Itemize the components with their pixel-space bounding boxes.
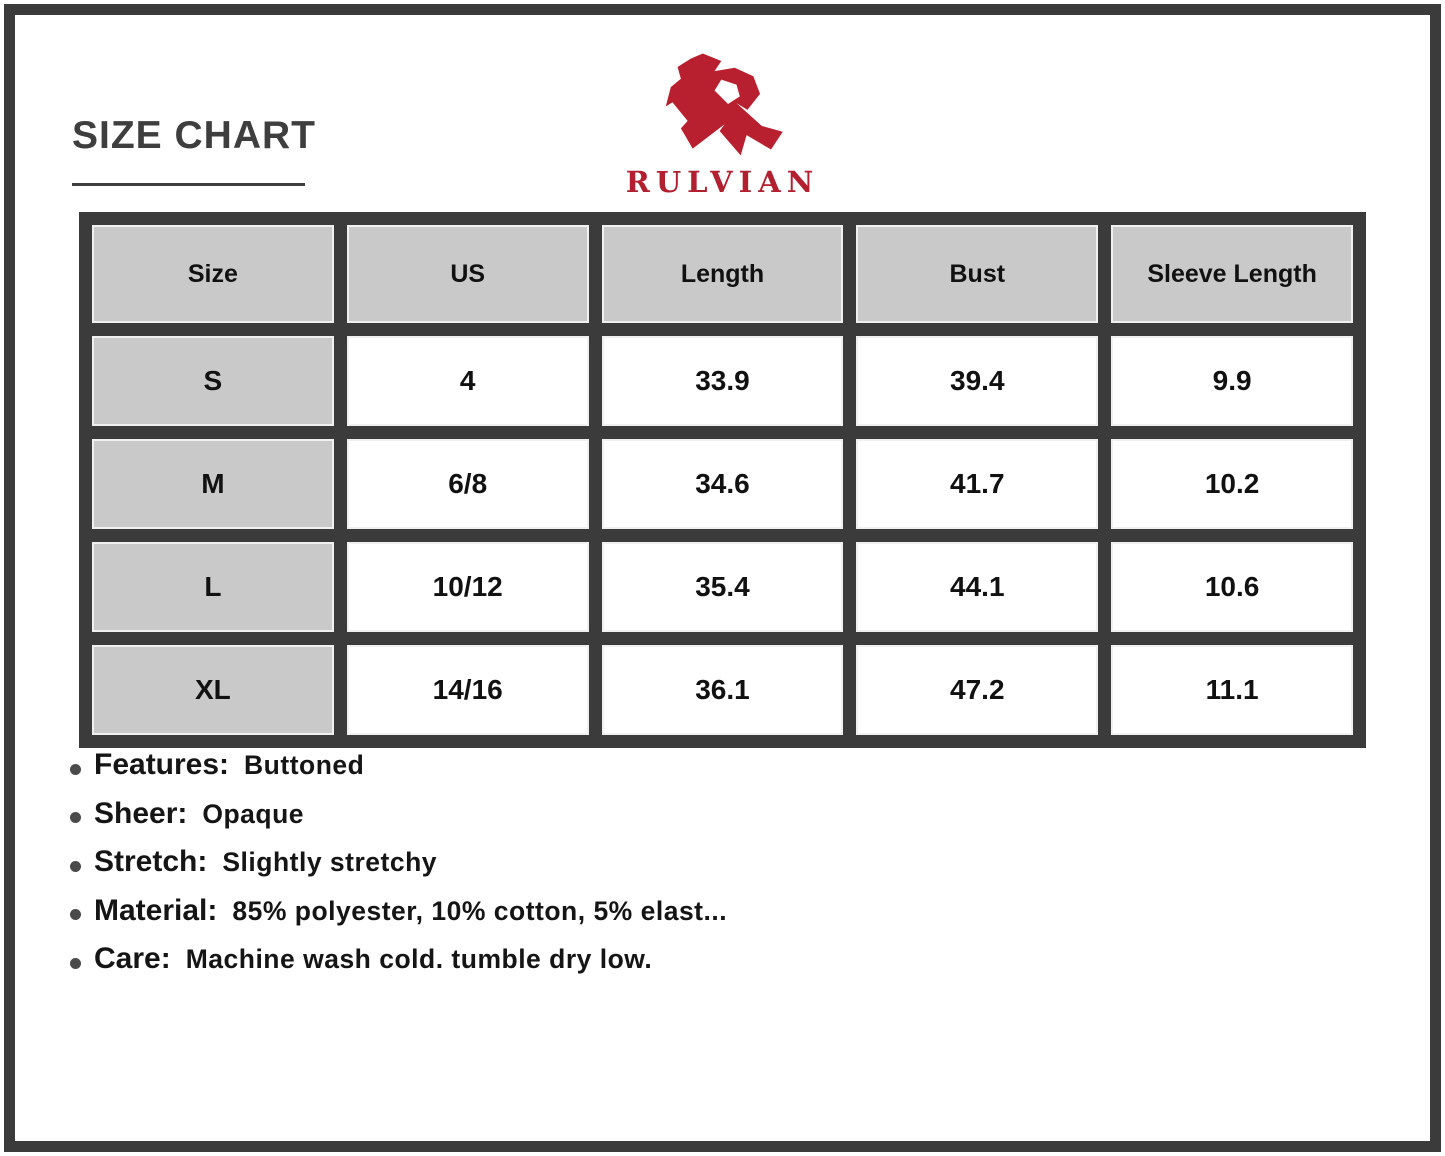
bullet-icon xyxy=(70,861,81,872)
column-header-us: US xyxy=(347,225,589,323)
detail-label: Sheer: xyxy=(94,796,188,830)
size-table-container xyxy=(79,212,1366,748)
bullet-icon xyxy=(70,909,81,920)
detail-label: Care: xyxy=(94,942,171,975)
detail-value: Buttoned xyxy=(244,750,365,780)
detail-value: 85% polyester, 10% cotton, 5% elast... xyxy=(232,895,728,926)
detail-label: Features: xyxy=(94,748,230,781)
row-label-cell: L xyxy=(92,542,334,632)
bullet-icon xyxy=(70,764,81,775)
table-row-s xyxy=(92,336,1353,426)
table-row-l xyxy=(92,542,1353,632)
product-details-list xyxy=(70,748,727,991)
table-cell: 35.4 xyxy=(602,542,844,632)
bullet-icon xyxy=(70,958,81,969)
table-cell: 4 xyxy=(347,336,589,426)
brand-r-logo-icon xyxy=(659,46,787,162)
table-row-xl xyxy=(92,645,1353,735)
title-underline xyxy=(72,183,305,186)
table-cell: 11.1 xyxy=(1111,645,1353,735)
table-cell: 44.1 xyxy=(856,542,1098,632)
table-cell: 36.1 xyxy=(602,645,844,735)
table-cell: 34.6 xyxy=(602,439,844,529)
table-row-m xyxy=(92,439,1353,529)
detail-label: Stretch: xyxy=(94,845,208,878)
column-header-length: Length xyxy=(602,225,844,323)
detail-value: Machine wash cold. tumble dry low. xyxy=(185,944,653,974)
table-cell: 14/16 xyxy=(347,645,589,735)
size-chart-table xyxy=(79,212,1366,748)
detail-label: Material: xyxy=(94,893,218,927)
table-cell: 41.7 xyxy=(856,439,1098,529)
column-header-size: Size xyxy=(92,225,334,323)
list-item-sheer xyxy=(70,797,727,846)
list-item-features xyxy=(70,748,727,797)
row-label-cell: XL xyxy=(92,645,334,735)
column-header-bust: Bust xyxy=(856,225,1098,323)
header-row xyxy=(92,225,1353,323)
brand-logo xyxy=(593,46,853,199)
table-cell: 33.9 xyxy=(602,336,844,426)
table-cell: 10.2 xyxy=(1111,439,1353,529)
row-label-cell: M xyxy=(92,439,334,529)
table-cell: 10/12 xyxy=(347,542,589,632)
table-cell: 6/8 xyxy=(347,439,589,529)
row-label-cell: S xyxy=(92,336,334,426)
list-item-stretch xyxy=(70,845,727,894)
page-title: SIZE CHART xyxy=(72,114,316,157)
list-item-care xyxy=(70,942,727,991)
bullet-icon xyxy=(70,812,81,823)
detail-value: Opaque xyxy=(202,798,305,829)
table-cell: 39.4 xyxy=(856,336,1098,426)
table-cell: 10.6 xyxy=(1111,542,1353,632)
table-cell: 47.2 xyxy=(856,645,1098,735)
table-cell: 9.9 xyxy=(1111,336,1353,426)
list-item-material xyxy=(70,894,727,943)
brand-name: RULVIAN xyxy=(625,165,820,199)
detail-value: Slightly stretchy xyxy=(222,847,438,877)
column-header-sleeve-length: Sleeve Length xyxy=(1111,225,1353,323)
